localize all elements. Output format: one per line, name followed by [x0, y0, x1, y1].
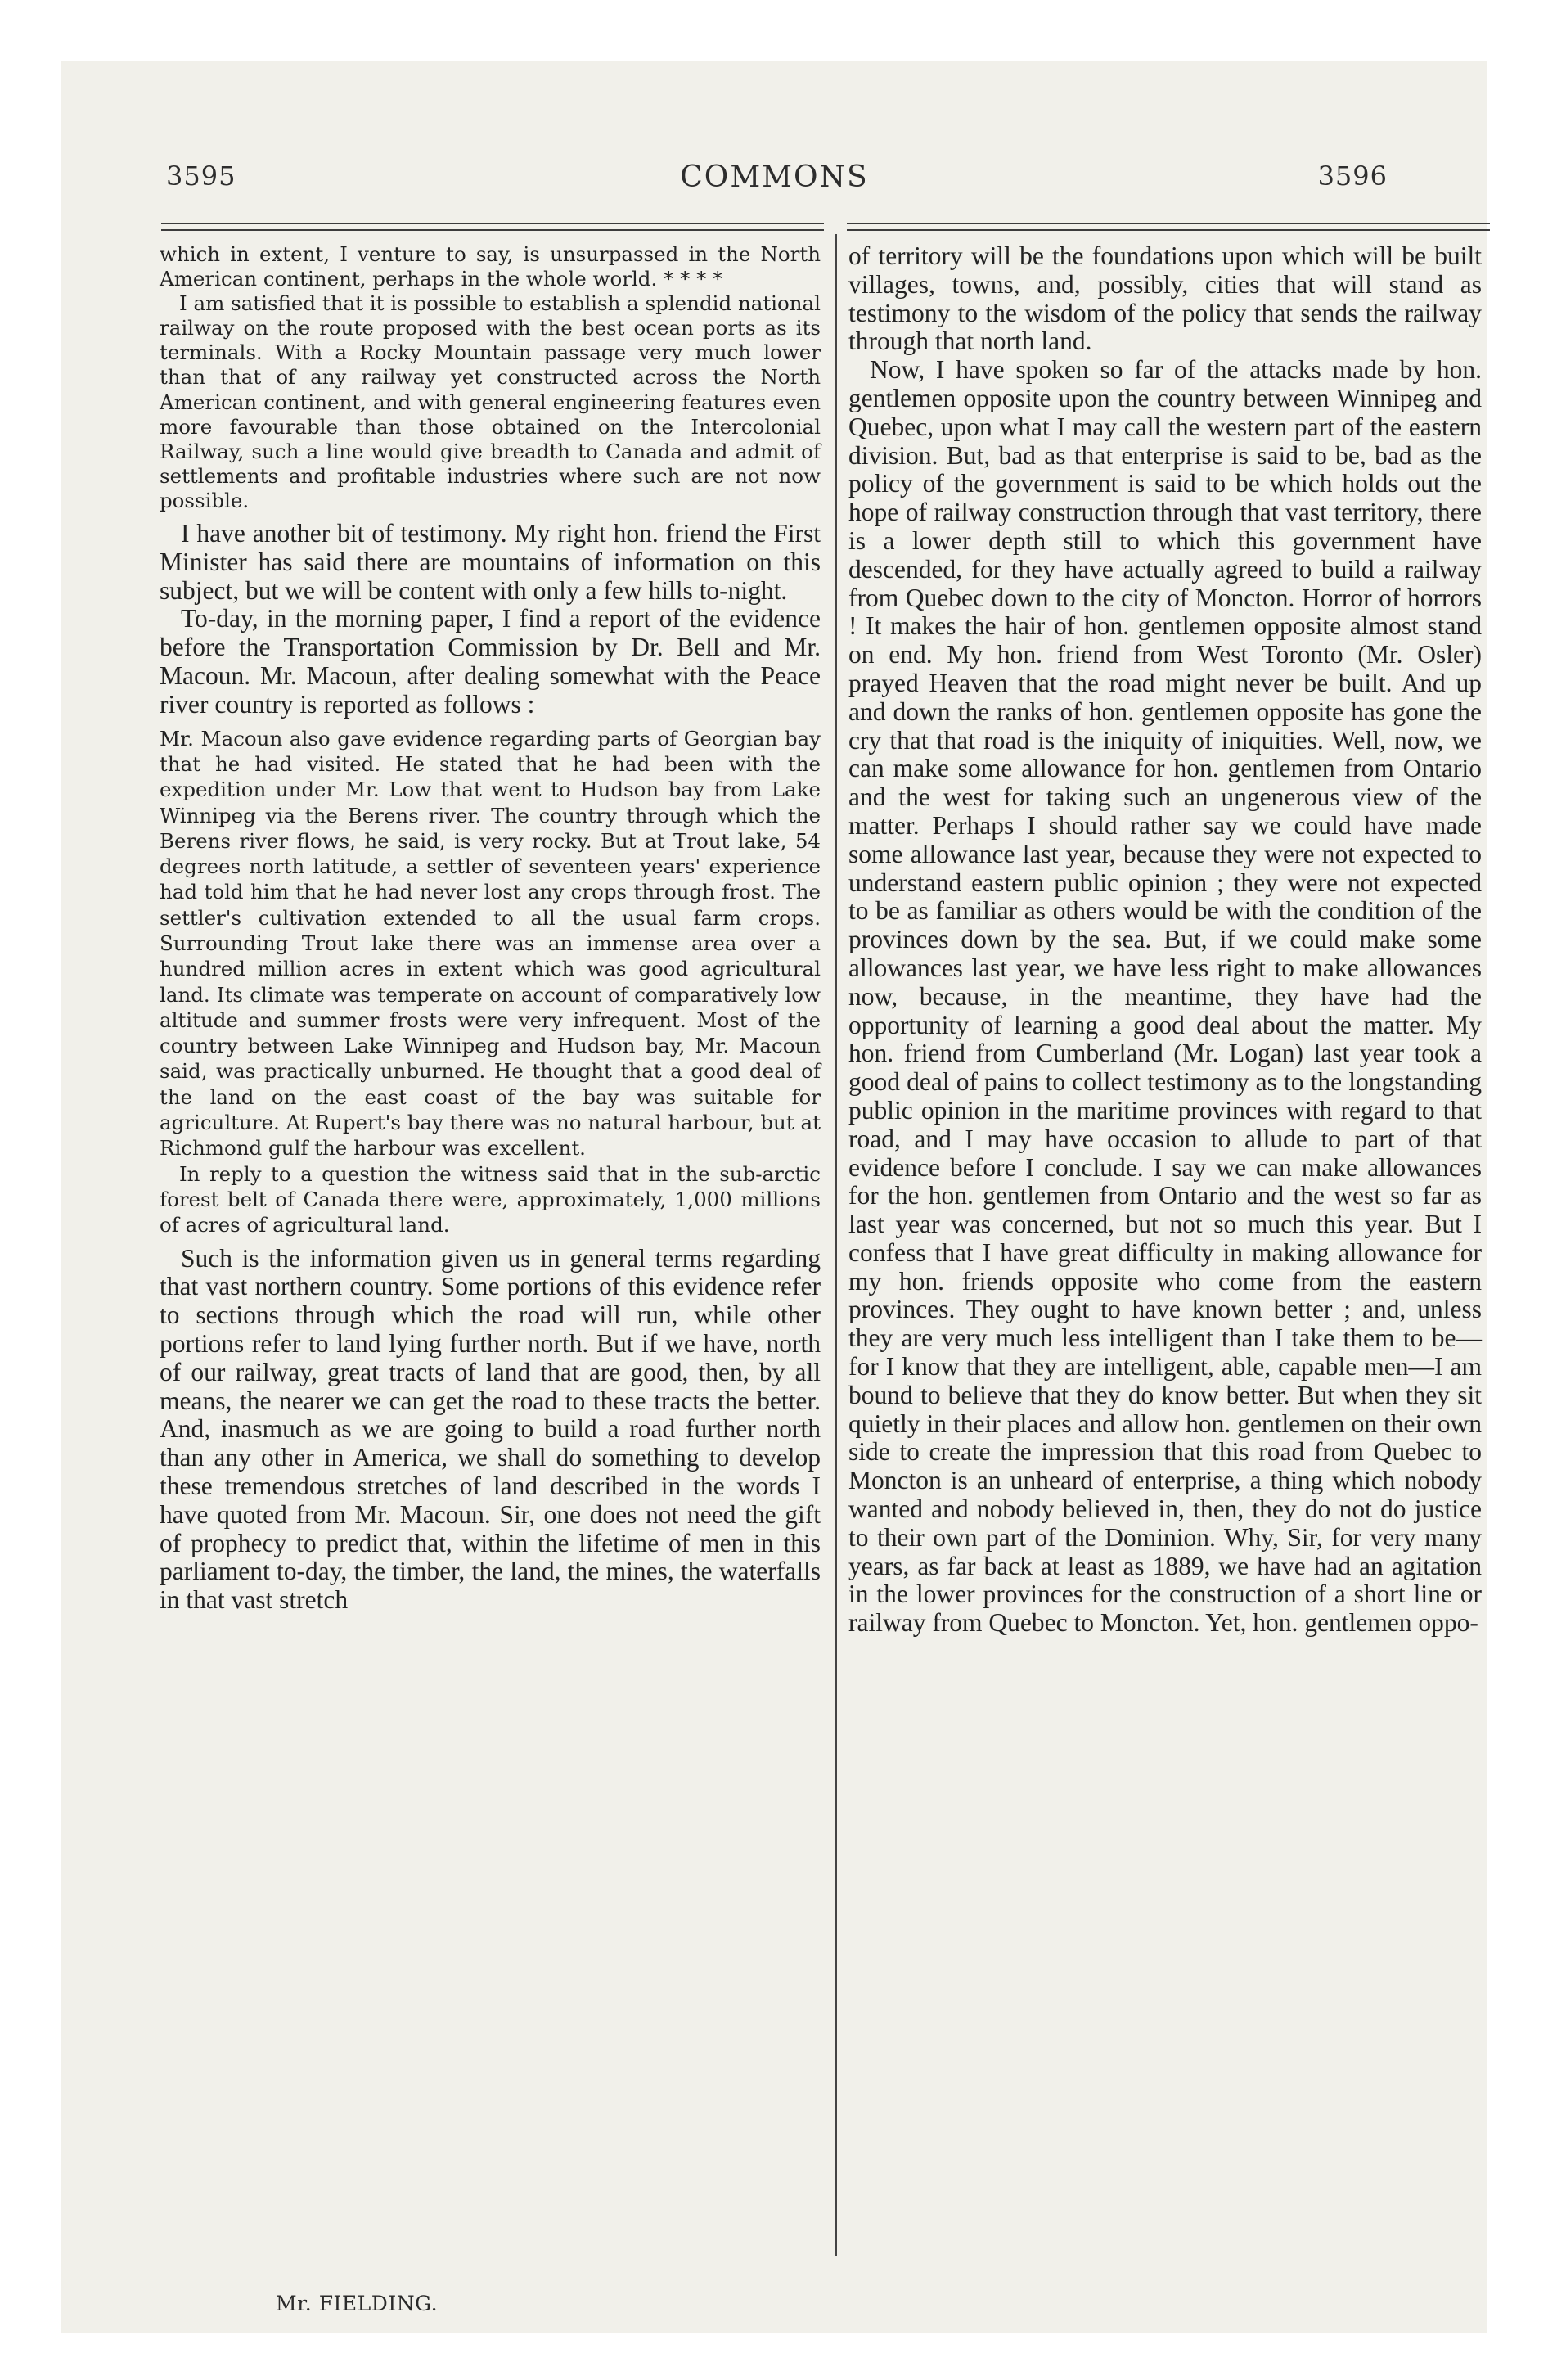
- body-paragraph: Such is the information given us in general terms regarding that vast northern country. Some portions of this evidence refer to sections through which the road will run, while other portions refer to land lying further north. But if we have, north of our railway, great tracts of land that are good, then, by all means, the nearer we can get the road to these tracts the better. And, inasmuch as we are going to build a road further north than any other in America, we shall do something to develop these tremendous stretches of land described in the words I have quoted from Mr. Macoun. Sir, one does not need the gift of prophecy to predict that, within the lifetime of men in this parliament to-day, the timber, the land, the mines, the waterfalls in that vast stretch: [160, 1243, 821, 1615]
- right-column: [848, 242, 1482, 1638]
- body-paragraph: To-day, in the morning paper, I find a report of the evidence before the Transportation Commission by Dr. Bell and Mr. Macoun. Mr. Macoun, after dealing somewhat with the Peace river country is reported as follows :: [160, 604, 821, 719]
- quote-paragraph: I am satisfied that it is possible to establish a splendid national railway on the route proposed with the best ocean ports as its terminals. With a Rocky Mountain passage very much lower than that of any railway yet constructed across the North American continent, and with general engineering features even more favourable than those obtained on the Intercolonial Railway, such a line would give breadth to Canada and admit of settlements and profitable industries where such are not now possible.: [160, 291, 821, 512]
- page-number-right: 3596: [1317, 160, 1388, 192]
- body-paragraph: Now, I have spoken so far of the attacks made by hon. gentlemen opposite upon the country between Winnipeg and Quebec, upon what I may call the western part of the eastern division. But, bad as that enterprise is said to be, bad as the policy of the government is said to be which holds out the hope of railway construction through that vast territory, there is a lower depth still to which this government have descended, for they have actually agreed to build a railway from Quebec down to the city of Moncton. Horror of horrors ! It makes the hair of hon. gentlemen opposite almost stand on end. My hon. friend from West Toronto (Mr. Osler) prayed Heaven that the road might never be built. And up and down the ranks of hon. gentlemen opposite has gone the cry that that road is the iniquity of iniquities. Well, now, we can make some allowance for hon. gentlemen from Ontario and the west for taking such an ungenerous view of the matter. Perhaps I should rather say we could have made some allowance last year, because they were not expected to understand eastern public opinion ; they were not expected to be as familiar as others would be with the condition of the provinces down by the sea. But, if we could make some allowances last year, we have less right to make allowances now, because, in the meantime, they have had the opportunity of learning a good deal about the matter. My hon. friend from Cumberland (Mr. Logan) last year took a good deal of pains to collect testimony as to the longstanding public opinion in the maritime provinces with regard to that road, and I may have occasion to allude to part of that evidence before I conclude. I say we can make allowances for the hon. gentlemen from Ontario and the west so far as last year was concerned, but not so much this year. But I confess that I have great difficulty in making allowance for my hon. friends opposite who come from the eastern provinces. They ought to have known better ; and, unless they are very much less intelligent than I take them to be—for I know that they are intelligent, able, capable men—I am bound to believe that they do know better. But when they sit quietly in their places and allow hon. gentlemen on their own side to create the impression that this road from Quebec to Moncton is an unheard of enterprise, a thing which nobody wanted and nobody believed in, then, they do not do justice to their own part of the Dominion. Why, Sir, for very many years, as far back at least as 1889, we have had an agitation in the lower provinces for the construction of a short line or railway from Quebec to Moncton. Yet, hon. gentlemen oppo-: [848, 355, 1482, 1638]
- quote-paragraph: Mr. Macoun also gave evidence regarding parts of Georgian bay that he had visited. He stated that he had been with the expedition under Mr. Low that went to Hudson bay from Lake Winnipeg via the Berens river. The country through which the Berens river flows, he said, is very rocky. But at Trout lake, 54 degrees north latitude, a settler of seventeen years' experience had told him that he had never lost any crops through frost. The settler's cultivation extended to all the usual farm crops. Surrounding Trout lake there was an immense area over a hundred million acres in extent which was good agricultural land. Its climate was temperate on account of comparatively low altitude and summer frosts were very infrequent. Most of the country between Lake Winnipeg and Hudson bay, Mr. Macoun said, was practically unburned. He thought that a good deal of the land on the east coast of the bay was suitable for agriculture. At Rupert's bay there was no natural harbour, but at Richmond gulf the harbour was excellent.: [160, 726, 821, 1161]
- header-rule-left: [161, 223, 824, 224]
- left-column: [160, 242, 821, 1615]
- header-rule-right-lower: [847, 229, 1490, 231]
- header-rule-right: [847, 223, 1490, 224]
- page-sheet: [61, 61, 1487, 2333]
- body-paragraph: I have another bit of testimony. My right hon. friend the First Minister has said there are mountains of information on this subject, but we will be content with only a few hills to-night.: [160, 519, 821, 605]
- speaker-name: Mr. FIELDING.: [276, 2292, 439, 2315]
- running-title: COMMONS: [680, 160, 869, 194]
- page-number-left: 3595: [166, 160, 236, 192]
- body-paragraph: of territory will be the foundations upon which will be built villages, towns, and, possibly, cities that will stand as testimony to the wisdom of the policy that sends the railway through that north land.: [848, 241, 1482, 356]
- quote-paragraph: which in extent, I venture to say, is unsurpassed in the North American continent, perhaps in the whole world. * * * *: [160, 242, 821, 291]
- column-divider: [835, 234, 837, 2256]
- header-rule-left-lower: [161, 229, 824, 231]
- quote-paragraph: In reply to a question the witness said that in the sub-arctic forest belt of Canada there were, approximately, 1,000 millions of acres of agricultural land.: [160, 1161, 821, 1237]
